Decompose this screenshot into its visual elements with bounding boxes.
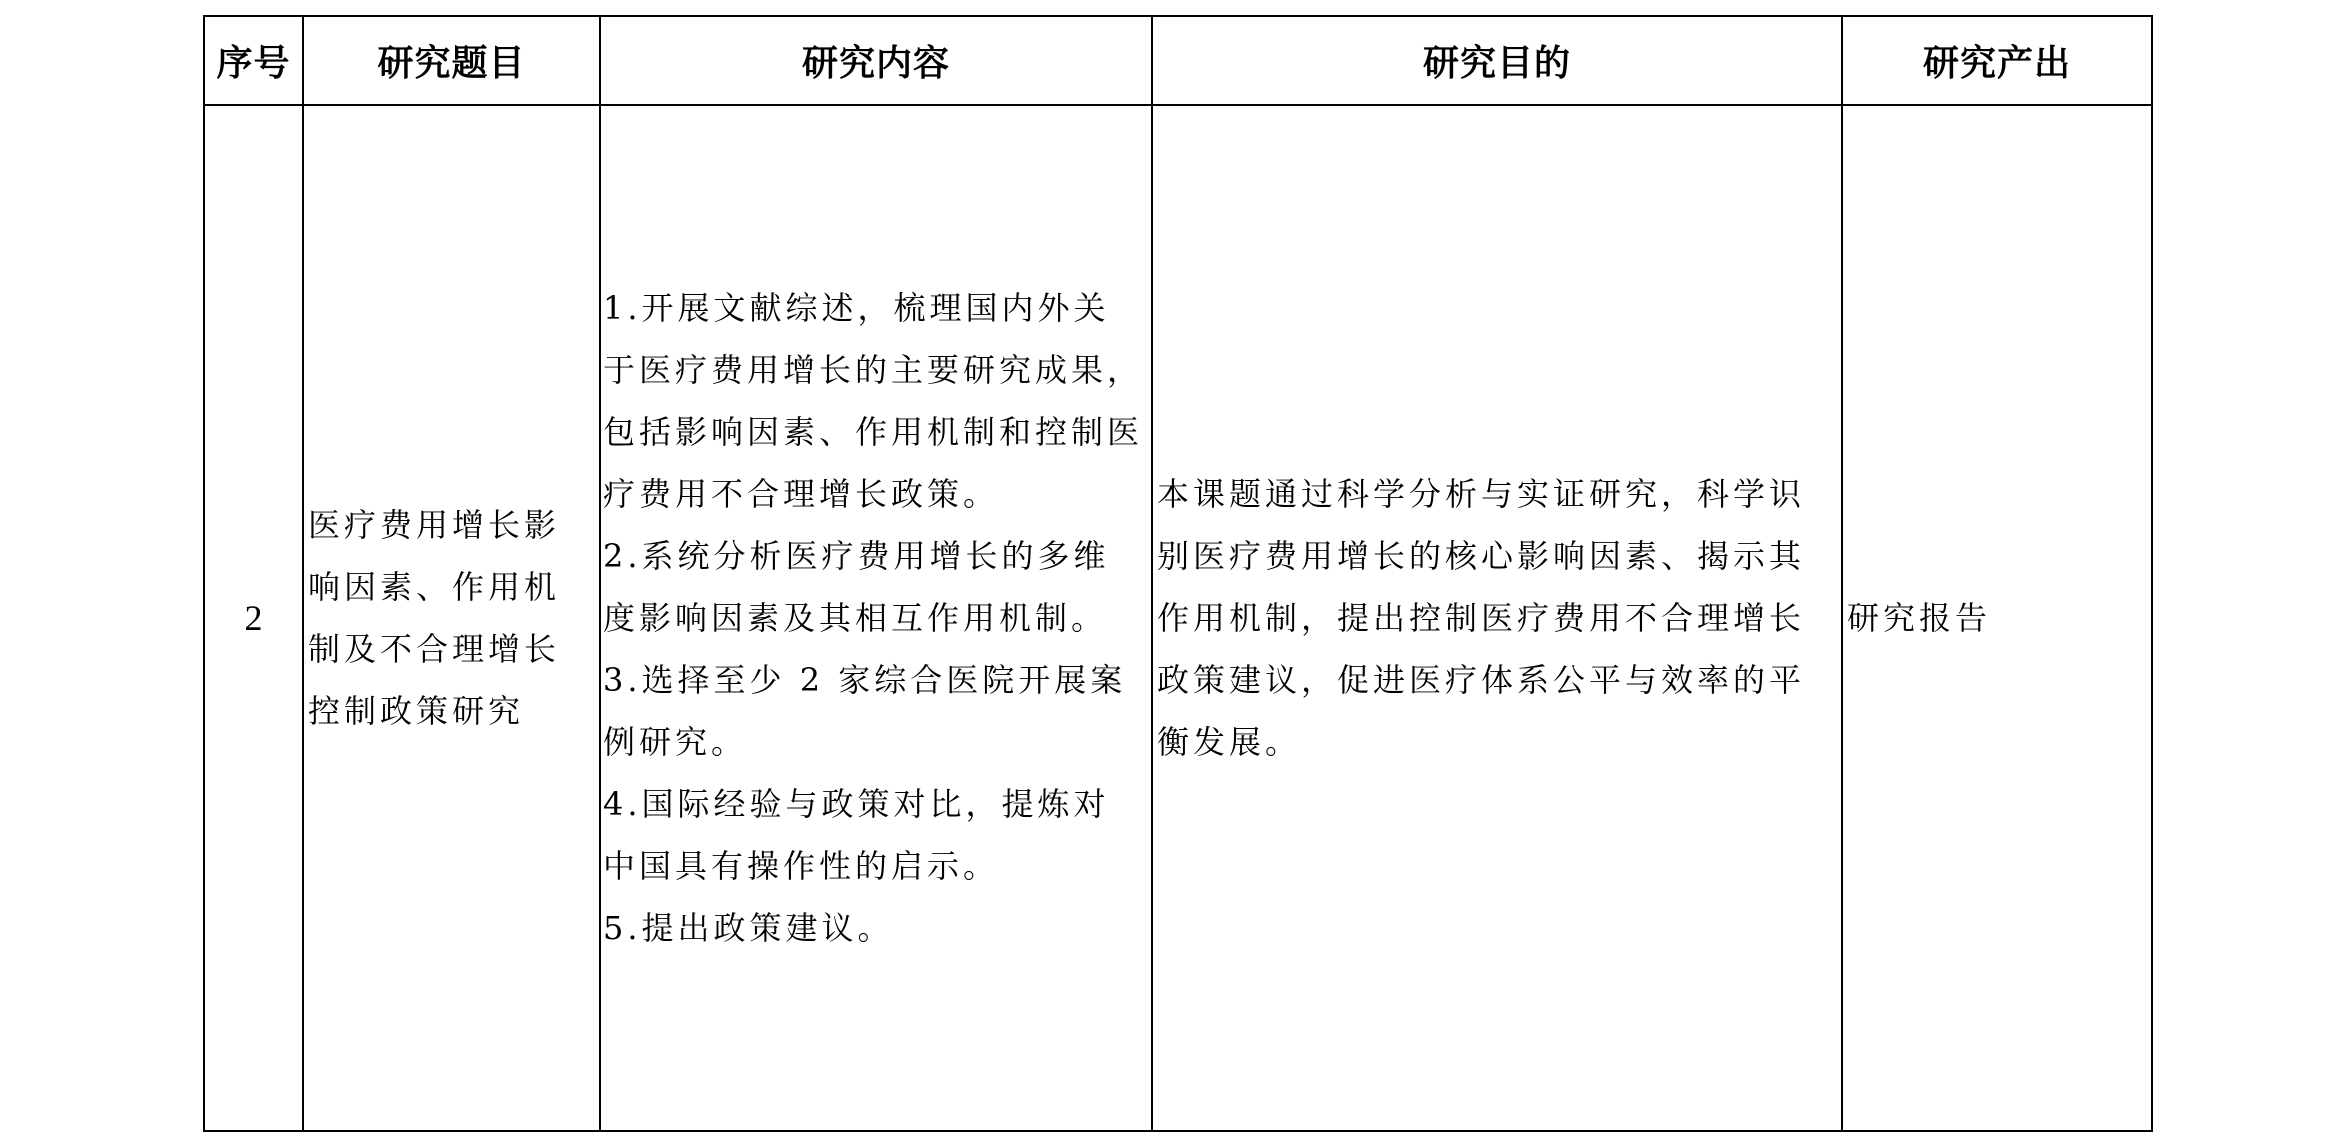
- table-body: [204, 105, 2152, 1131]
- header-output: 研究产出: [1842, 16, 2152, 105]
- research-table: [203, 15, 2153, 1132]
- row-purpose: 本课题通过科学分析与实证研究，科学识别医疗费用增长的核心影响因素、揭示其作用机制，提出控制医疗费用不合理增长政策建议，促进医疗体系公平与效率的平衡发展。: [1152, 105, 1842, 1131]
- header-topic: 研究题目: [303, 16, 600, 105]
- row-output: 研究报告: [1842, 105, 2152, 1131]
- header-purpose: 研究目的: [1152, 16, 1842, 105]
- header-content: 研究内容: [600, 16, 1152, 105]
- table-header: [204, 16, 2152, 105]
- header-row: [204, 16, 2152, 105]
- content-item-4: 4.国际经验与政策对比，提炼对中国具有操作性的启示。: [603, 785, 1110, 885]
- content-item-3: 3.选择至少 2 家综合医院开展案例研究。: [603, 661, 1127, 761]
- row-index: 2: [204, 105, 303, 1131]
- header-index: 序号: [204, 16, 303, 105]
- row-topic: 医疗费用增长影响因素、作用机制及不合理增长控制政策研究: [303, 105, 600, 1131]
- content-item-5: 5.提出政策建议。: [603, 909, 894, 947]
- content-item-1: 1.开展文献综述，梳理国内外关于医疗费用增长的主要研究成果，包括影响因素、作用机制和控制医疗费用不合理增长政策。: [603, 289, 1144, 513]
- row-content: [600, 105, 1152, 1131]
- table-row: [204, 105, 2152, 1131]
- content-item-2: 2.系统分析医疗费用增长的多维度影响因素及其相互作用机制。: [603, 537, 1110, 637]
